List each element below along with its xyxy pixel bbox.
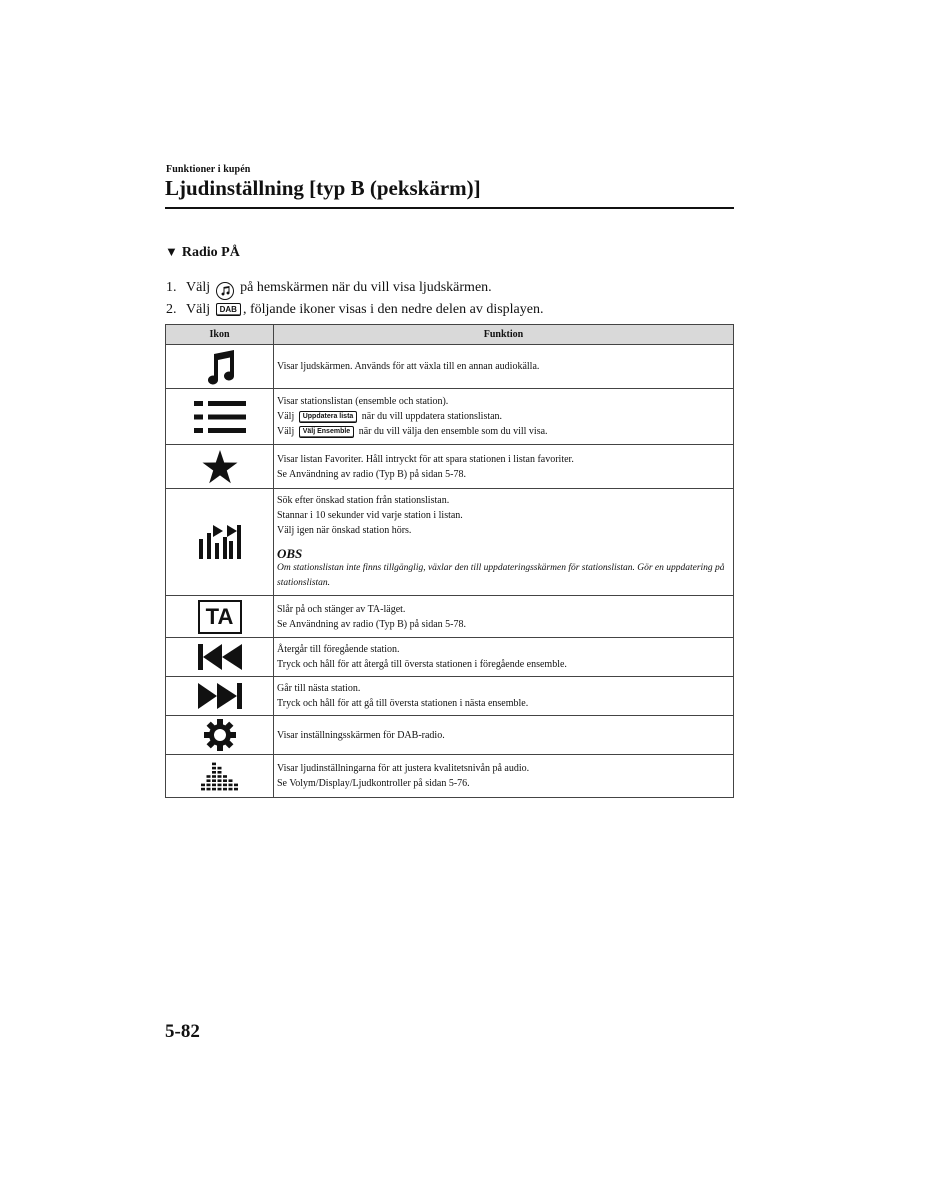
function-line: Tryck och håll för att återgå till översta stationen i föregående ensemble.	[277, 659, 567, 670]
function-cell	[274, 489, 734, 596]
music-note-icon[interactable]	[203, 349, 237, 385]
update-list-button[interactable]: Uppdatera lista	[299, 411, 358, 423]
step-number: 2.	[166, 302, 177, 317]
music-note-icon	[216, 282, 234, 300]
step-text-after: , följande ikoner visas i den nedre delen av displayen.	[242, 302, 544, 317]
section-header: Funktioner i kupén	[166, 164, 251, 175]
ta-icon[interactable]: TA	[198, 600, 242, 634]
text-suffix: när du vill uppdatera stationslistan.	[361, 411, 503, 422]
text-prefix: Välj	[277, 411, 295, 422]
function-cell	[274, 677, 734, 716]
title-rule	[165, 207, 734, 209]
skip-back-icon[interactable]	[198, 644, 242, 670]
icon-cell	[166, 389, 274, 445]
page-number: 5-82	[165, 1021, 200, 1042]
note-title: OBS	[277, 546, 303, 561]
skip-forward-icon[interactable]	[198, 683, 242, 709]
icon-cell	[166, 677, 274, 716]
instruction-steps	[166, 278, 726, 319]
function-line: Visar ljudskärmen. Används för att växla till en annan audiokälla.	[277, 361, 540, 372]
gear-icon[interactable]	[204, 719, 236, 751]
dab-button[interactable]: DAB	[216, 303, 241, 316]
step-text-before: Välj	[186, 280, 211, 295]
icon-function-table	[165, 324, 734, 798]
list-icon[interactable]	[194, 400, 246, 434]
table-row	[166, 489, 734, 596]
table-row	[166, 596, 734, 638]
function-cell	[274, 596, 734, 638]
function-line: Stannar i 10 sekunder vid varje station i listan.	[277, 510, 463, 521]
column-header-function: Funktion	[274, 325, 734, 345]
step-1	[166, 278, 726, 300]
table-row	[166, 345, 734, 389]
scan-icon[interactable]	[199, 525, 241, 559]
icon-cell	[166, 755, 274, 798]
step-text-before: Välj	[186, 302, 211, 317]
text-suffix: när du vill välja den ensemble som du vill visa.	[358, 426, 548, 437]
function-cell	[274, 716, 734, 755]
function-line: Se Användning av radio (Typ B) på sidan 5-78.	[277, 618, 466, 630]
function-cell	[274, 755, 734, 798]
function-line: Går till nästa station.	[277, 683, 361, 694]
column-header-icon: Ikon	[166, 325, 274, 345]
function-line: Sök efter önskad station från stationslistan.	[277, 495, 450, 506]
note-text: Om stationslistan inte finns tillgänglig, växlar den till uppdateringsskärmen för stationslistan. Gör en uppdatering på stationslistan.	[277, 563, 725, 588]
function-line: Tryck och håll för att gå till översta stationen i nästa ensemble.	[277, 698, 529, 709]
icon-cell	[166, 345, 274, 389]
function-line	[277, 424, 730, 439]
equalizer-icon[interactable]	[201, 760, 239, 792]
subheading-text: Radio PÅ	[181, 245, 240, 260]
select-ensemble-button[interactable]: Välj Ensemble	[299, 426, 354, 438]
page-title: Ljudinställning [typ B (pekskärm)]	[165, 176, 481, 200]
function-cell	[274, 389, 734, 445]
table-header-row	[166, 325, 734, 345]
function-line	[277, 409, 730, 424]
triangle-down-icon: ▼	[165, 244, 178, 259]
icon-cell	[166, 489, 274, 596]
function-cell	[274, 638, 734, 677]
table-row	[166, 755, 734, 798]
icon-cell	[166, 596, 274, 638]
function-cell	[274, 445, 734, 489]
function-line: Visar ljudinställningarna för att justera kvalitetsnivån på audio.	[277, 763, 530, 774]
table-row	[166, 638, 734, 677]
icon-cell	[166, 638, 274, 677]
icon-cell	[166, 445, 274, 489]
function-line: Återgår till föregående station.	[277, 644, 400, 655]
table-row	[166, 445, 734, 489]
function-line: Välj igen när önskad station hörs.	[277, 525, 412, 536]
star-icon[interactable]	[202, 450, 238, 484]
step-number: 1.	[166, 280, 177, 295]
function-line: Slår på och stänger av TA-läget.	[277, 603, 406, 615]
step-2	[166, 300, 726, 319]
table-row	[166, 716, 734, 755]
function-line: Visar inställningsskärmen för DAB-radio.	[277, 729, 445, 741]
function-line: Visar listan Favoriter. Håll intryckt för att spara stationen i listan favoriter.	[277, 453, 574, 465]
function-line: Se Användning av radio (Typ B) på sidan 5-78.	[277, 468, 466, 480]
step-text-after: på hemskärmen när du vill visa ljudskärmen.	[240, 280, 492, 295]
table-row	[166, 677, 734, 716]
table-row	[166, 389, 734, 445]
icon-cell	[166, 716, 274, 755]
function-line: Visar stationslistan (ensemble och station).	[277, 396, 449, 407]
function-line: Se Volym/Display/Ljudkontroller på sidan 5-76.	[277, 778, 470, 789]
subheading	[165, 244, 240, 261]
function-cell	[274, 345, 734, 389]
text-prefix: Välj	[277, 426, 295, 437]
